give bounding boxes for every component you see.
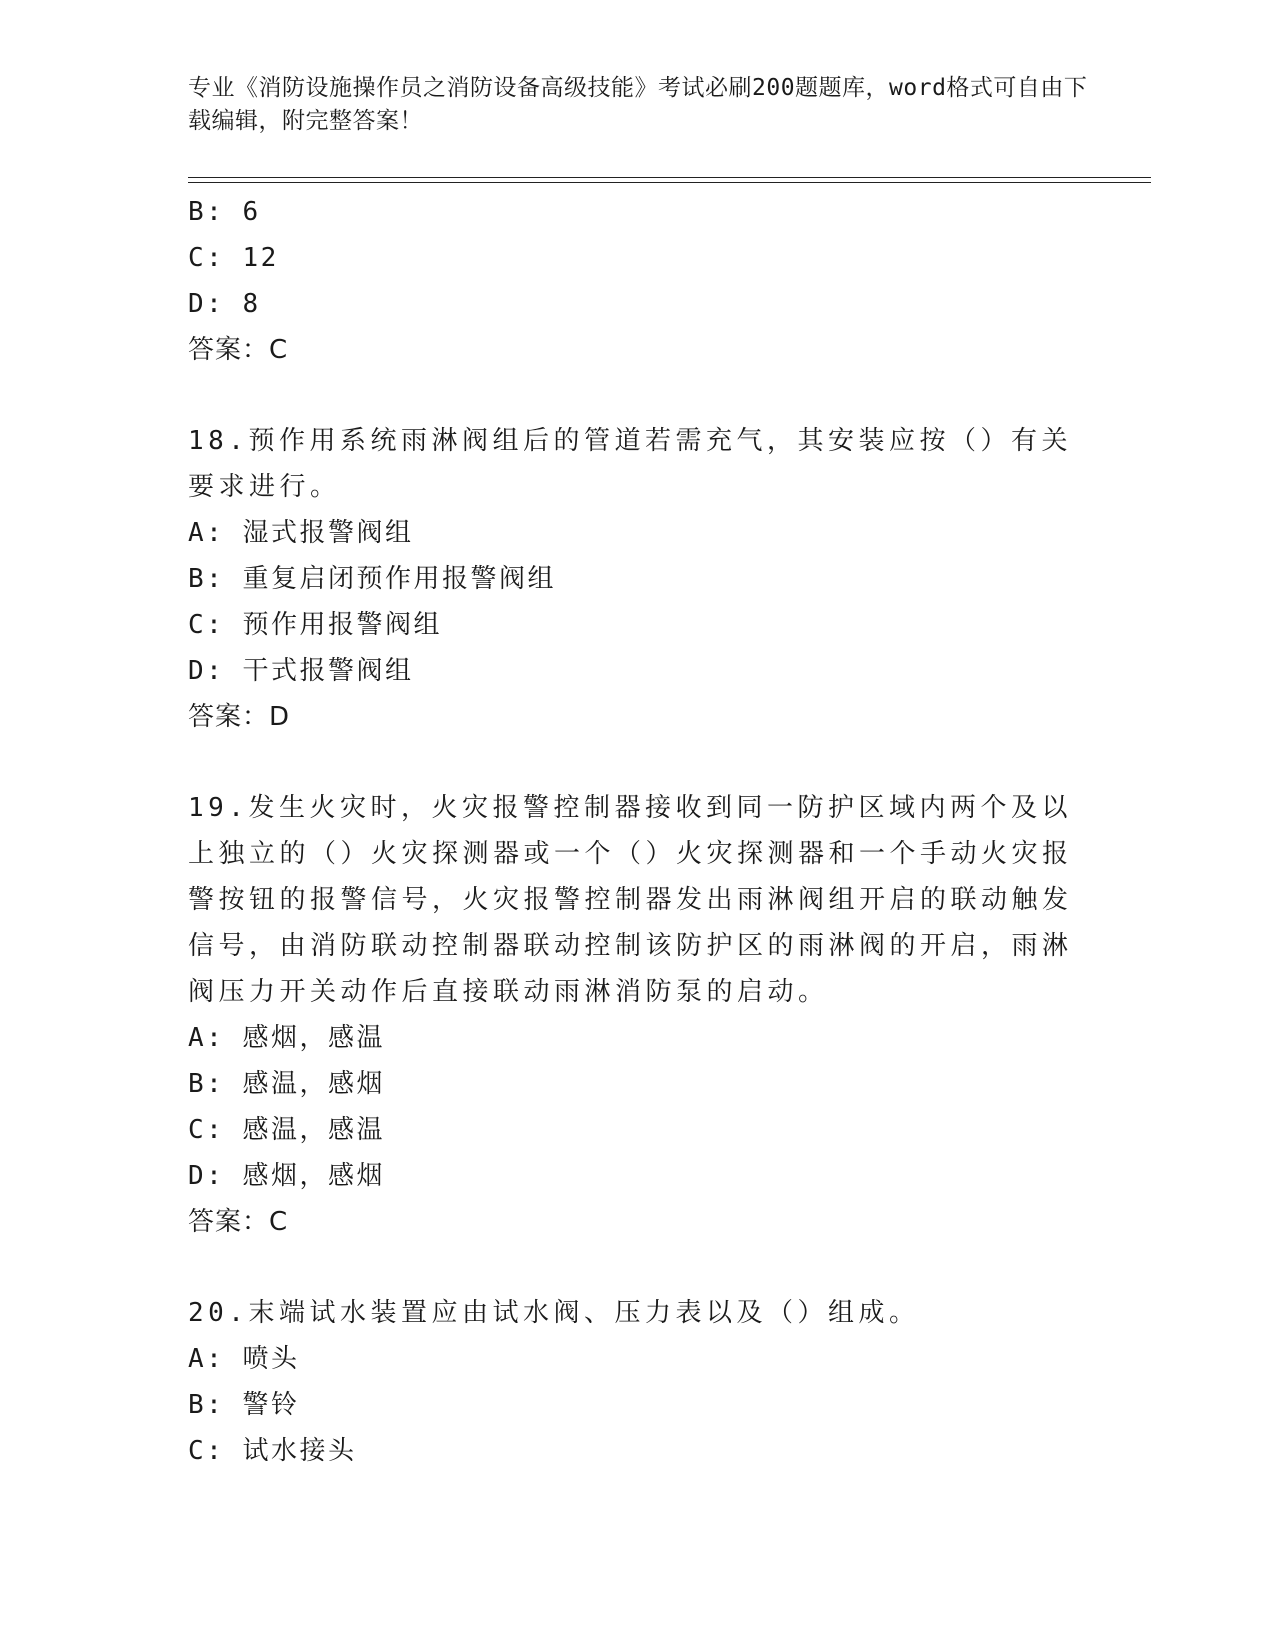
option-b: B: 感温，感烟: [188, 1069, 385, 1099]
option-d: D: 干式报警阀组: [188, 656, 414, 686]
question-17: [188, 189, 1088, 373]
option-c: C: 预作用报警阀组: [188, 610, 442, 640]
question-stem: 18.预作用系统雨淋阀组后的管道若需充气，其安装应按（）有关要求进行。: [188, 426, 1072, 502]
question-stem: 20.末端试水装置应由试水阀、压力表以及（）组成。: [188, 1298, 920, 1328]
question-20: [188, 1290, 1088, 1474]
question-list: [188, 189, 1088, 1474]
header-rule-bottom: [188, 182, 1151, 183]
question-19: [188, 785, 1088, 1245]
option-c: C: 12: [188, 243, 279, 273]
answer: 答案：C: [188, 335, 289, 365]
option-c: C: 感温，感温: [188, 1115, 385, 1145]
answer: 答案：C: [188, 1207, 289, 1237]
option-a: A: 感烟，感温: [188, 1023, 385, 1053]
answer: 答案：D: [188, 702, 291, 732]
option-d: D: 感烟，感烟: [188, 1161, 385, 1191]
option-b: B: 警铃: [188, 1390, 300, 1420]
option-b: B: 6: [188, 197, 261, 227]
option-c: C: 试水接头: [188, 1436, 357, 1466]
question-18: [188, 418, 1088, 740]
document-header: 专业《消防设施操作员之消防设备高级技能》考试必刷200题题库，word格式可自由下载编辑，附完整答案！: [188, 75, 1088, 134]
option-a: A: 湿式报警阀组: [188, 518, 414, 548]
question-stem: 19.发生火灾时，火灾报警控制器接收到同一防护区域内两个及以上独立的（）火灾探测器或一个（）火灾探测器和一个手动火灾报警按钮的报警信号，火灾报警控制器发出雨淋阀组开启的联动触发信号，由消防联动控制器联动控制该防护区的雨淋阀的开启，雨淋阀压力开关动作后直接联动雨淋消防泵的启动。: [188, 793, 1073, 1007]
option-a: A: 喷头: [188, 1344, 300, 1374]
option-d: D: 8: [188, 289, 261, 319]
header-rule-top: [188, 177, 1151, 178]
option-b: B: 重复启闭预作用报警阀组: [188, 564, 556, 594]
